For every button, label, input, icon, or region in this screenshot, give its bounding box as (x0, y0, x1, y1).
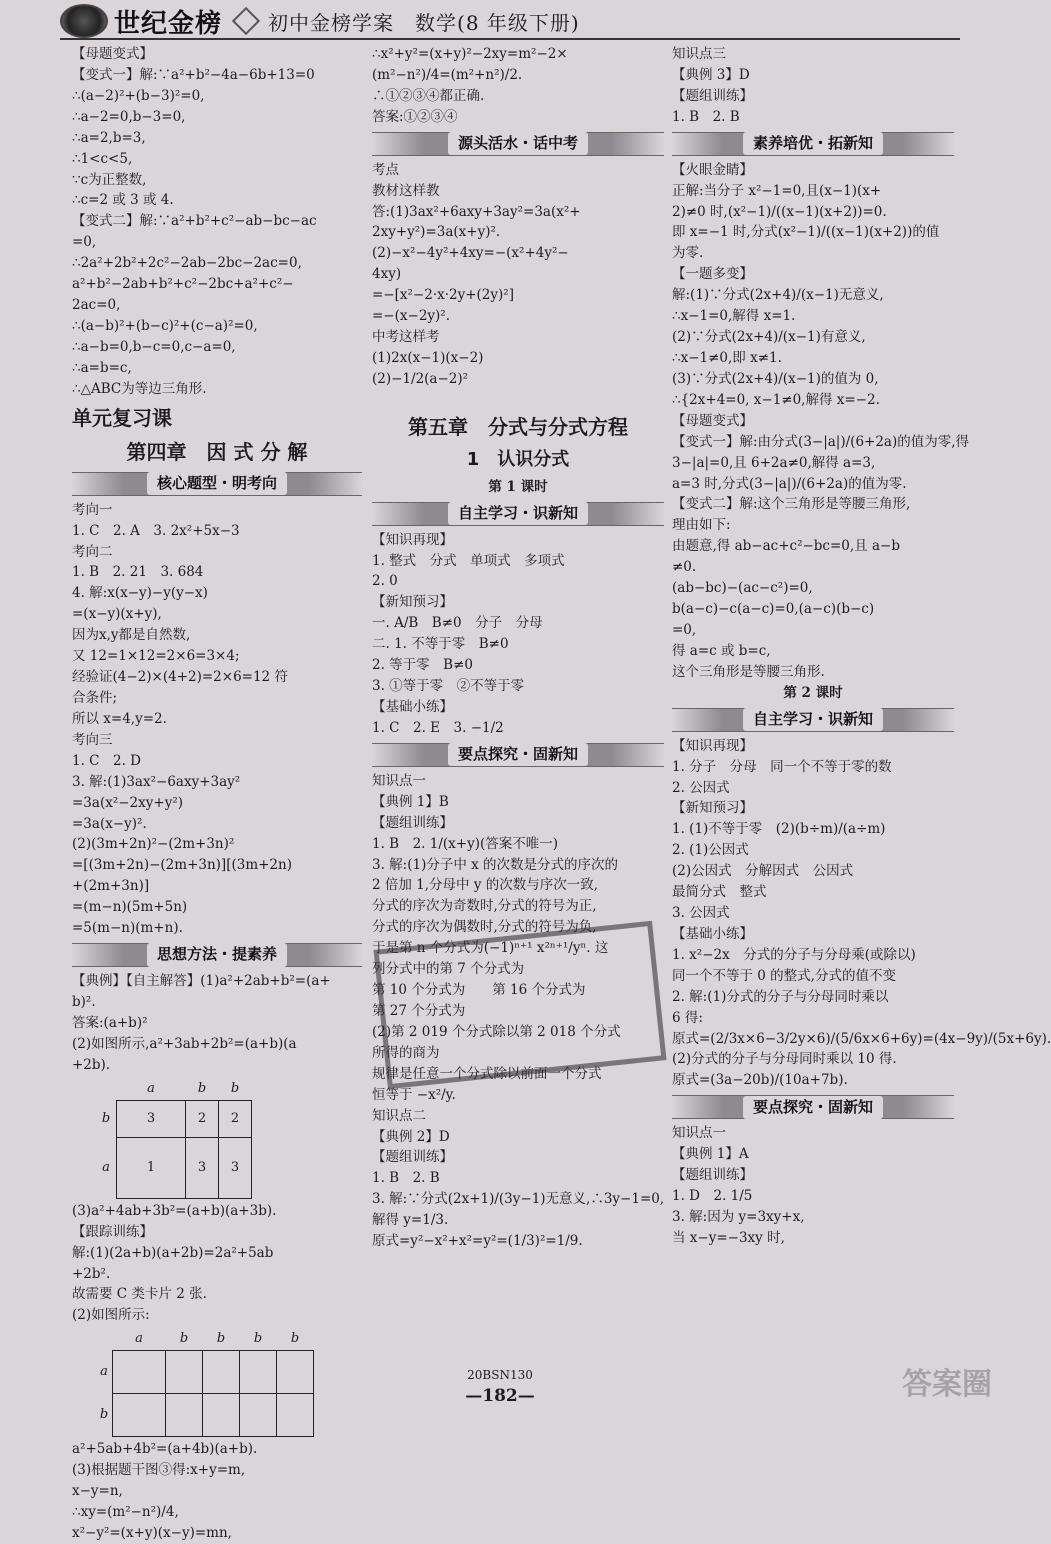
section-heading: 1 认识分式 (466, 448, 570, 470)
text-line: 【跟踪训练】 (72, 1223, 153, 1240)
text-line: (3)a²+4ab+3b²=(a+b)(a+3b). (72, 1202, 277, 1219)
text-line: ∴△ABC为等边三角形. (72, 380, 207, 397)
section-bar: 素养培优・拓新知 (672, 132, 954, 156)
text-line: 【典例 1】A (672, 1146, 749, 1163)
area-row-label: b (101, 1110, 111, 1126)
section-bar: 思想方法・提素养 (72, 943, 362, 967)
text-line: 【典例 3】D (672, 66, 750, 83)
area-col-label: b (179, 1331, 189, 1347)
text-line: 3. 解:(1)3ax²−6axy+3ay² (72, 773, 241, 790)
text-line: (2)∵分式(2x+4)/(x−1)有意义, (672, 329, 866, 346)
text-line: ≠0. (672, 559, 697, 576)
area-col-label: a (147, 1080, 155, 1096)
text-line: ∴a−b=0,b−c=0,c−a=0, (72, 338, 236, 355)
section-bar: 自主学习・识新知 (672, 708, 954, 732)
text-line: 【基础小练】 (672, 925, 753, 942)
text-line: 最简分式 整式 (672, 884, 767, 901)
text-line: 1. (1)不等于零 (2)(b÷m)/(a÷m) (672, 821, 886, 838)
text-line: (3)根据题干图③得:x+y=m, (72, 1462, 246, 1479)
text-line: 同一个不等于 0 的整式,分式的值不变 (672, 967, 896, 984)
text-line: b(a−c)−c(a−c)=0,(a−c)(b−c) (672, 601, 875, 618)
text-line: 1. B 2. B (372, 1170, 440, 1187)
book-code: 20BSN130 (467, 1368, 533, 1382)
text-line: 分式的序次为奇数时,分式的符号为正, (372, 898, 597, 915)
text-line: 【新知预习】 (672, 800, 753, 817)
text-line: =3a(x²−2xy+y²) (72, 794, 183, 811)
text-line: 6 得: (672, 1009, 703, 1026)
text-line: =−[x²−2·x·2y+(2y)²] (372, 287, 514, 304)
unit-heading: 单元复习课 (72, 405, 172, 430)
text-line: =3a(x−y)². (72, 815, 147, 832)
text-line: 考向三 (72, 731, 113, 748)
text-line: 因为x,y都是自然数, (72, 627, 191, 644)
text-line: 知识点三 (672, 46, 726, 62)
text-line: 【变式二】解:这个三角形是等腰三角形, (672, 496, 911, 513)
text-line: 【题组训练】 (672, 87, 753, 104)
text-line: ∴1<c<5, (72, 150, 133, 167)
text-line: 1. 整式 分式 单项式 多项式 (372, 552, 565, 569)
text-line: 1. C 2. A 3. 2x²+5x−3 (72, 522, 240, 539)
text-line: 即 x=−1 时,分式(x²−1)/((x−1)(x+2))的值 (672, 224, 940, 241)
text-line: 1. B 2. 1/(x+y)(答案不唯一) (372, 835, 559, 852)
text-line: 2 倍加 1,分母中 y 的次数与序次一致, (372, 877, 599, 894)
page-number: —182— (465, 1386, 535, 1406)
section-bar: 自主学习・识新知 (372, 502, 664, 526)
area-cell: 3 (117, 1100, 186, 1137)
text-line: 【基础小练】 (372, 699, 453, 716)
text-line: 答:(1)3ax²+6axy+3ay²=3a(x²+ (372, 203, 581, 220)
diamond-icon (232, 7, 260, 35)
text-line: 理由如下: (672, 517, 731, 534)
area-col-label: b (197, 1080, 207, 1096)
text-line: 1. 分子 分母 同一个不等于零的数 (672, 758, 892, 775)
text-line: 一. A/B B≠0 分子 分母 (372, 615, 543, 632)
text-line: =(m−n)(5m+5n) (72, 899, 188, 916)
area-cell: 1 (117, 1137, 186, 1198)
brand-logo (60, 3, 222, 40)
text-line: 这个三角形是等腰三角形. (672, 663, 825, 680)
chapter-heading: 第五章 分式与分式方程 (408, 414, 628, 439)
text-line: 3. ①等于零 ②不等于零 (372, 678, 525, 695)
text-line: 知识点一 (672, 1125, 726, 1142)
text-line: (2)如图所示: (72, 1307, 150, 1324)
text-line: 【火眼金睛】 (672, 161, 753, 178)
text-line: 1. B 2. B (672, 108, 740, 125)
section-bar: 要点探究・固新知 (372, 743, 664, 767)
text-line: 4xy) (372, 266, 402, 283)
text-line: 3. 解:∵分式(2x+1)/(3y−1)无意义,∴3y−1=0, (372, 1191, 665, 1208)
text-line: 所以 x=4,y=2. (72, 710, 167, 727)
text-line: 2ac=0, (72, 297, 121, 314)
logo-badge-icon (60, 4, 108, 38)
text-line: =−(x−2y)². (372, 308, 451, 325)
text-line: 原式=(3a−20b)/(10a+7b). (672, 1072, 848, 1089)
text-line: 2. (1)公因式 (672, 842, 749, 859)
text-line: 【变式一】解:∵a²+b²−4a−6b+13=0 (72, 66, 315, 83)
section-bar: 源头活水・话中考 (372, 132, 664, 156)
text-line: ∴2a²+2b²+2c²−2ab−2bc−2ac=0, (72, 255, 302, 272)
text-line: 3−|a|=0,且 6+2a≠0,解得 a=3, (672, 454, 876, 471)
text-line: ∴c=2 或 3 或 4. (72, 192, 174, 209)
section-bar: 核心题型・明考向 (72, 472, 362, 496)
text-line: 知识点二 (372, 1107, 426, 1124)
area-col-label: b (230, 1080, 240, 1096)
stamp-mark (373, 921, 666, 1090)
text-line: ∴x²+y²=(x+y)²−2xy=m²−2× (372, 46, 568, 62)
text-line: 所得的商为 (372, 1044, 440, 1061)
text-line: 中考这样考 (372, 329, 440, 346)
text-line: 教材这样教 (372, 182, 440, 199)
text-line: ∴a=2,b=3, (72, 129, 146, 146)
text-line: ∴①②③④都正确. (372, 87, 485, 104)
area-row-label: b (99, 1407, 109, 1423)
text-line: 原式=(2/3x×6−3/2y×6)/(5/6x×6+6y)=(4x−9y)/(5x+6y). (672, 1030, 1051, 1047)
text-line: 2xy+y²)=3a(x+y)². (372, 224, 501, 241)
text-line: 【变式一】解:由分式(3−|a|)/(6+2a)的值为零,得 (672, 433, 970, 450)
text-line: 当 x−y=−3xy 时, (672, 1229, 785, 1246)
column-right (672, 44, 1051, 1249)
area-cell: 3 (186, 1137, 219, 1198)
text-line: (2)−x²−4y²+4xy=−(x²+4y²− (372, 245, 569, 262)
lesson-heading: 第 2 课时 (783, 684, 843, 701)
text-line: (3)∵分式(2x+4)/(x−1)的值为 0, (672, 370, 879, 387)
brand-name: 世纪金榜 (114, 8, 223, 39)
text-line: 解:(1)∵分式(2x+4)/(x−1)无意义, (672, 287, 884, 304)
text-line: 考向二 (72, 543, 113, 560)
text-line: 【母题变式】 (672, 412, 753, 429)
text-line: 由题意,得 ab−ac+c²−bc=0,且 a−b (672, 538, 900, 555)
text-line: (m²−n²)/4=(m²+n²)/2. (372, 66, 523, 83)
text-line: 【题组训练】 (672, 1167, 753, 1184)
text-line: 2)≠0 时,(x²−1)/((x−1)(x+2))=0. (672, 203, 887, 220)
text-line: 恒等于 −x²/y. (372, 1086, 456, 1103)
area-cell: 2 (186, 1100, 219, 1137)
area-cell: 2 (219, 1100, 252, 1137)
text-line: ∴(a−b)²+(b−c)²+(c−a)²=0, (72, 317, 258, 334)
text-line: ∴a−2=0,b−3=0, (72, 108, 186, 125)
area-col-label: b (290, 1331, 300, 1347)
text-line: 考向一 (72, 501, 113, 518)
text-line: 经验证(4−2)×(4+2)=2×6=12 符 (72, 669, 288, 686)
text-line: 考点 (372, 161, 399, 178)
text-line: 1. D 2. 1/5 (672, 1188, 753, 1205)
text-line: =(x−y)(x+y), (72, 606, 162, 623)
page-header (60, 4, 960, 40)
text-line: 2. 等于零 B≠0 (372, 657, 473, 674)
text-line: ∴a=b=c, (72, 359, 132, 376)
text-line: =[(3m+2n)−(2m+3n)][(3m+2n) (72, 857, 292, 874)
text-line: 【一题多变】 (672, 266, 753, 283)
text-line: 故需要 C 类卡片 2 张. (72, 1286, 207, 1303)
book-title: 初中金榜学案 数学(8 年级下册) (268, 10, 580, 35)
text-line: (2)如图所示,a²+3ab+2b²=(a+b)(a (72, 1035, 297, 1052)
text-line: 于是第 n 个分式为(−1)ⁿ⁺¹ x²ⁿ⁺¹/yⁿ. 这 (372, 940, 609, 957)
text-line: 4. 解:x(x−y)−y(y−x) (72, 585, 208, 602)
text-line: 列分式中的第 7 个分式为 (372, 961, 525, 978)
text-line: 【题组训练】 (372, 814, 453, 831)
text-line: 1. B 2. 21 3. 684 (72, 564, 204, 581)
text-line: ∴{2x+4=0, x−1≠0,解得 x=−2. (672, 391, 880, 408)
text-line: 【典例】【自主解答】(1)a²+2ab+b²=(a+ (72, 973, 331, 990)
text-line: x²−y²=(x+y)(x−y)=mn, (72, 1525, 232, 1542)
area-col-label: b (216, 1331, 226, 1347)
text-line: 2. 0 (372, 573, 398, 590)
text-line: ∴(a−2)²+(b−3)²=0, (72, 87, 205, 104)
text-line: (2)(3m+2n)²−(2m+3n)² (72, 836, 235, 853)
text-line: 【知识再现】 (372, 531, 453, 548)
area-row-label: a (102, 1159, 110, 1175)
text-line: (2)分式的分子与分母同时乘以 10 得. (672, 1051, 897, 1068)
text-line: (1)2x(x−1)(x−2) (372, 349, 484, 366)
text-line: ∴x−1≠0,即 x≠1. (672, 349, 782, 366)
text-line: 【知识再现】 (672, 737, 753, 754)
text-line: x−y=n, (72, 1483, 123, 1500)
text-line: 1. C 2. D (72, 752, 141, 769)
watermark: 答案圈 (902, 1367, 992, 1402)
chapter-heading: 第四章 因 式 分 解 (126, 439, 308, 464)
text-line: 知识点一 (372, 772, 426, 789)
text-line: 二. 1. 不等于零 B≠0 (372, 636, 509, 653)
text-line: 3. 公因式 (672, 905, 730, 922)
text-line: 为零. (672, 245, 704, 262)
text-line: 【变式二】解:∵a²+b²+c²−ab−bc−ac (72, 213, 317, 230)
text-line: ∴xy=(m²−n²)/4, (72, 1504, 179, 1521)
text-line: 答案:①②③④ (372, 108, 458, 125)
area-col-label: a (135, 1331, 143, 1347)
text-line: (ab−bc)−(ac−c²)=0, (672, 580, 813, 597)
area-diagram-table-2 (96, 1328, 314, 1437)
text-line: 3. 解:因为 y=3xy+x, (672, 1209, 805, 1226)
text-line: 3. 解:(1)分子中 x 的次数是分式的序次的 (372, 856, 619, 873)
text-line: 1. C 2. E 3. −1/2 (372, 719, 504, 736)
text-line: (2)−1/2(a−2)² (372, 370, 469, 387)
text-line: 2. 解:(1)分式的分子与分母同时乘以 (672, 988, 889, 1005)
text-line: (2)第 2 019 个分式除以第 2 018 个分式 (372, 1023, 621, 1040)
text-line: =0, (72, 234, 97, 251)
text-line: 2. 公因式 (672, 779, 730, 796)
text-line: 又 12=1×12=2×6=3×4; (72, 648, 240, 665)
area-row-label: a (100, 1364, 108, 1380)
text-line: a=3 时,分式(3−|a|)/(6+2a)的值为零. (672, 475, 907, 492)
text-line: =5(m−n)(m+n). (72, 920, 183, 937)
text-line: +2b). (72, 1056, 111, 1073)
text-line: 解:(1)(2a+b)(a+2b)=2a²+5ab (72, 1244, 274, 1261)
text-line: 【题组训练】 (372, 1149, 453, 1166)
area-diagram-table (96, 1078, 252, 1199)
text-line: 第 27 个分式为 (372, 1003, 466, 1019)
text-line: 【典例 2】D (372, 1128, 450, 1145)
text-line: 合条件; (72, 689, 118, 706)
text-line: 正解:当分子 x²−1=0,且(x−1)(x+ (672, 182, 882, 199)
text-line: ∵c为正整数, (72, 171, 147, 188)
text-line: 分式的序次为偶数时,分式的符号为负, (372, 919, 597, 936)
area-col-label: b (253, 1331, 263, 1347)
text-line: 1. x²−2x 分式的分子与分母乘(或除以) (672, 946, 916, 963)
text-line: ∴x−1=0,解得 x=1. (672, 308, 796, 325)
text-line: 第 10 个分式为 第 16 个分式为 (372, 982, 586, 999)
text-line: +(2m+3n)] (72, 878, 150, 895)
text-line: +2b². (72, 1265, 111, 1282)
text-line: 解得 y=1/3. (372, 1212, 449, 1229)
text-line: 得 a=c 或 b=c, (672, 642, 771, 659)
text-line: a²+b²−2ab+b²+c²−2bc+a²+c²− (72, 276, 294, 293)
text-line: (2)公因式 分解因式 公因式 (672, 863, 854, 880)
text-line: 【新知预习】 (372, 594, 453, 611)
text-line: 【典例 1】B (372, 793, 449, 810)
area-cell: 3 (219, 1137, 252, 1198)
text-line: 规律是任意一个分式除以前面一个分式 (372, 1065, 602, 1082)
column-left (72, 44, 362, 1544)
text-line: 【母题变式】 (72, 46, 153, 62)
text-line: =0, (672, 621, 697, 638)
lesson-heading: 第 1 课时 (488, 478, 548, 495)
text-line: 答案:(a+b)² (72, 1014, 148, 1031)
section-bar: 要点探究・固新知 (672, 1095, 954, 1119)
text-line: a²+5ab+4b²=(a+4b)(a+b). (72, 1441, 258, 1458)
text-line: 原式=y²−x²+x²=y²=(1/3)²=1/9. (372, 1233, 583, 1250)
text-line: b)². (72, 993, 96, 1010)
